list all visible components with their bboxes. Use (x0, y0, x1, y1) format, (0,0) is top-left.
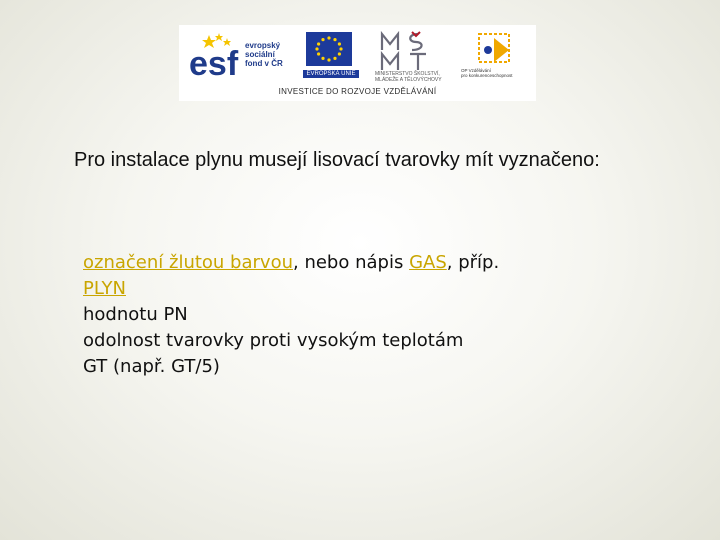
link-plyn[interactable]: PLYN (83, 278, 126, 299)
list-item: hodnotu PN (83, 304, 188, 325)
op-caption: OP Vzdělávání pro konkurenceschopnost (461, 68, 513, 78)
list-item-text: , příp. (446, 252, 500, 273)
eu-flag-logo (306, 32, 352, 66)
esf-logo (187, 31, 249, 79)
msmt-caption: MINISTERSTVO ŠKOLSTVÍ, MLÁDEŽE A TĚLOVÝCHOVY (375, 71, 442, 83)
list-item-text: , nebo nápis (293, 252, 410, 273)
banner-tagline: INVESTICE DO ROZVOJE VZDĚLÁVÁNÍ (278, 87, 437, 96)
esf-caption: evropský sociální fond v ČR (245, 41, 283, 68)
op-vzdelavani-logo (475, 30, 517, 68)
msmt-logo (378, 30, 438, 74)
link-gas[interactable]: GAS (409, 252, 447, 273)
requirements-list (83, 250, 673, 380)
link-yellow-marking[interactable]: označení žlutou barvou (83, 252, 293, 273)
list-item: odolnost tvarovky proti vysokým teplotám (83, 330, 464, 351)
eu-caption: EVROPSKÁ UNIE (303, 70, 359, 78)
svg-text:esf: esf (189, 45, 239, 79)
logo-banner (179, 25, 536, 101)
list-item: GT (např. GT/5) (83, 356, 220, 377)
page-heading: Pro instalace plynu musejí lisovací tvarovky mít vyznačeno: (74, 149, 600, 171)
list-item (83, 250, 673, 302)
